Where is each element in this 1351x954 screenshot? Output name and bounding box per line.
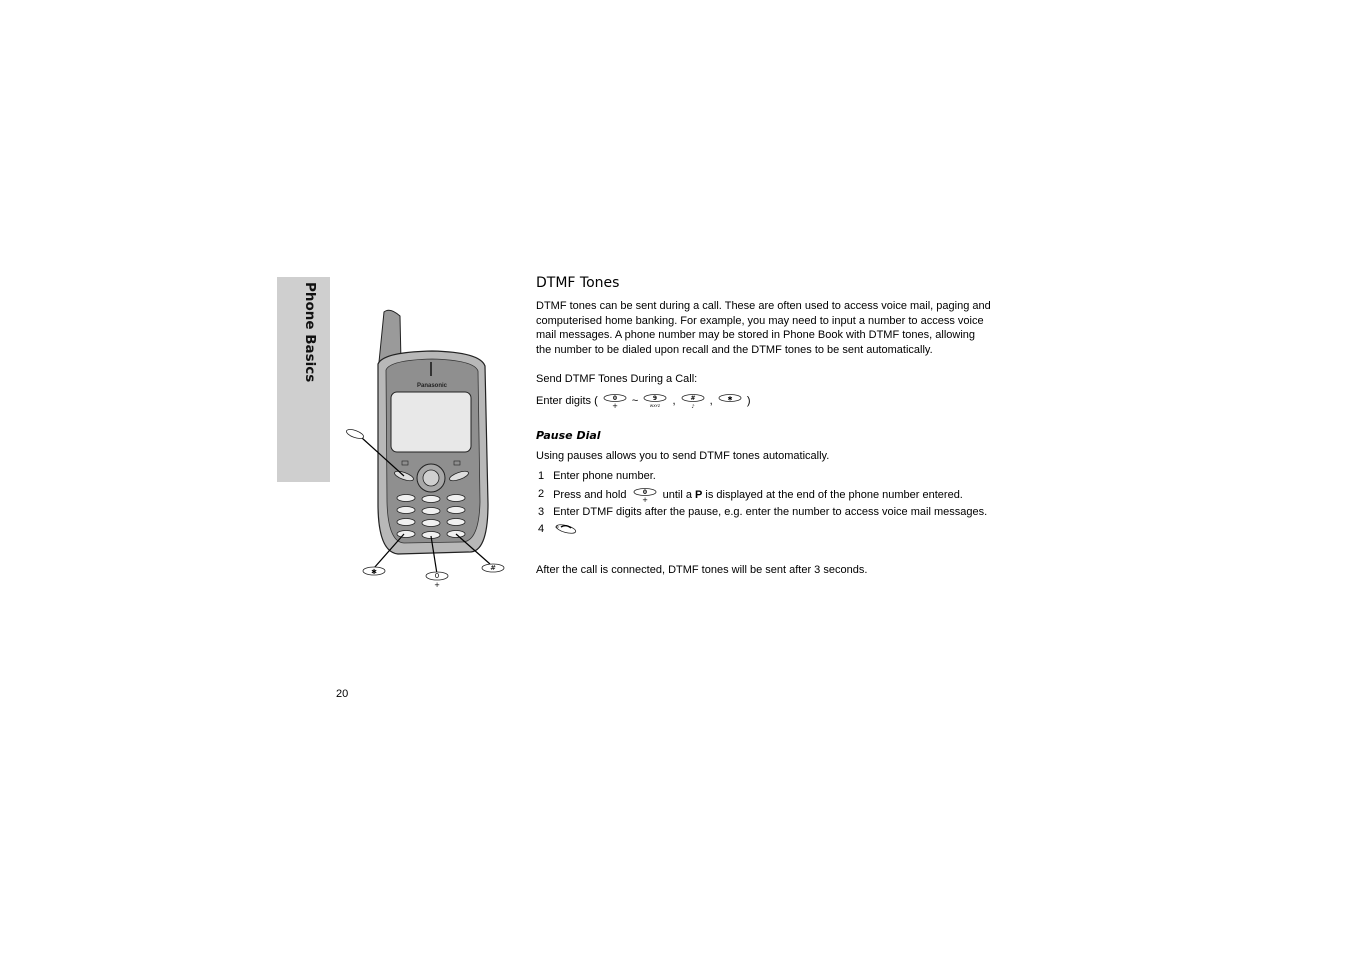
svg-text:0: 0 xyxy=(642,488,647,496)
svg-text:+: + xyxy=(611,402,618,409)
enter-digits-comma-2: , xyxy=(709,394,713,407)
step-text: Enter phone number. xyxy=(553,470,656,482)
intro-paragraph: DTMF tones can be sent during a call. These are often used to access voice mail, paging and computerised home banking. For example, you may need to input a number to access voice mail messages. A phone number may be stored in Phone Book with DTMF tones, allowing the number to be dialed upon recall and the DTMF tones to be sent automatically. xyxy=(536,300,991,356)
svg-text:#: # xyxy=(690,395,696,402)
pause-dial-note: After the call is connected, DTMF tones will be sent after 3 seconds. xyxy=(536,564,868,576)
enter-digits-suffix: ) xyxy=(746,394,751,407)
step-number: 3 xyxy=(538,505,545,518)
enter-digits-comma-1: , xyxy=(672,394,676,407)
svg-text:0: 0 xyxy=(612,395,617,402)
step-text: Enter DTMF digits after the pause, e.g. enter the number to access voice mail messages. xyxy=(553,505,988,518)
pause-dial-intro: Using pauses allows you to send DTMF tones automatically. xyxy=(536,450,830,462)
page-number: 20 xyxy=(336,688,349,700)
svg-text:9: 9 xyxy=(653,395,658,402)
enter-digits-tilde: ~ xyxy=(631,394,639,407)
svg-text:0: 0 xyxy=(434,572,440,580)
phone-brand: Panasonic xyxy=(416,383,448,389)
svg-text:♪: ♪ xyxy=(690,404,695,409)
step-text: Press and hold xyxy=(553,488,627,501)
svg-text:✱: ✱ xyxy=(371,568,377,576)
send-dtmf-heading: Send DTMF Tones During a Call: xyxy=(536,373,698,385)
pause-symbol: P xyxy=(695,488,703,501)
svg-text:WXYZ: WXYZ xyxy=(650,404,661,408)
svg-text:✱: ✱ xyxy=(727,395,733,403)
svg-text:#: # xyxy=(490,564,496,572)
enter-digits-prefix: Enter digits ( xyxy=(536,394,598,407)
step-1 xyxy=(538,469,987,487)
key-star-icon xyxy=(716,393,744,409)
step-number: 1 xyxy=(538,470,545,482)
svg-text:+: + xyxy=(641,495,648,503)
phone-illustration xyxy=(338,304,510,594)
step-2 xyxy=(538,487,987,505)
side-tab-label: Phone Basics xyxy=(302,282,318,383)
key-0-icon xyxy=(630,487,660,503)
step-number: 4 xyxy=(538,523,545,535)
pause-dial-steps xyxy=(538,469,987,540)
step-text: is displayed at the end of the phone number entered. xyxy=(705,488,963,501)
svg-text:+: + xyxy=(434,581,440,589)
key-hash-icon xyxy=(679,393,707,409)
pause-dial-title: Pause Dial xyxy=(536,429,601,442)
step-3 xyxy=(538,505,987,523)
enter-digits-line xyxy=(536,393,750,409)
key-0-icon xyxy=(601,393,629,409)
section-title: DTMF Tones xyxy=(536,275,620,291)
step-text: until a xyxy=(662,488,692,501)
step-4 xyxy=(538,522,987,540)
step-number: 2 xyxy=(538,488,545,501)
send-key-icon xyxy=(553,522,579,536)
key-9-icon xyxy=(641,393,669,409)
